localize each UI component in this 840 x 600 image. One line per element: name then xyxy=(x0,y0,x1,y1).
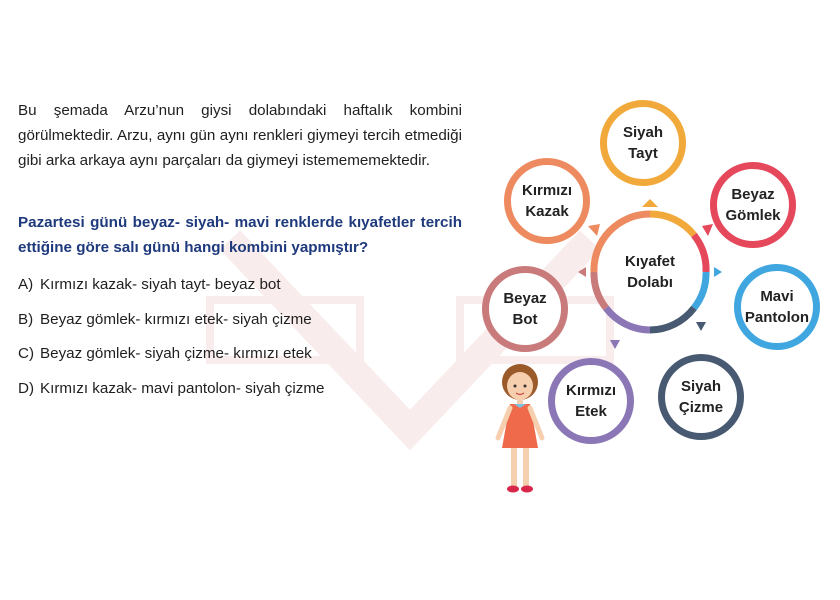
node-beyaz-bot: Beyaz Bot xyxy=(482,266,568,352)
node-siyah-tayt: Siyah Tayt xyxy=(600,100,686,186)
node-siyah-cizme: Siyah Çizme xyxy=(658,354,744,440)
option-text: Beyaz gömlek- siyah çizme- kırmızı etek xyxy=(40,345,312,362)
node-kirmizi-etek: Kırmızı Etek xyxy=(548,358,634,444)
option-letter: A) xyxy=(18,276,34,293)
option-letter: B) xyxy=(18,310,34,328)
question-text: Pazartesi günü beyaz- siyah- mavi renklerde kıyafetler tercih ettiğine göre salı günü hangi kombini yapmıştır? xyxy=(18,214,462,256)
option-text: Kırmızı kazak- mavi pantolon- siyah çizme xyxy=(40,379,325,397)
node-mavi-pantolon: Mavi Pantolon xyxy=(734,264,820,350)
option-d[interactable] xyxy=(18,372,458,407)
option-letter: C) xyxy=(18,345,35,362)
option-b[interactable] xyxy=(18,303,458,338)
option-text: Beyaz gömlek- kırmızı etek- siyah çizme xyxy=(40,310,312,328)
option-letter: D) xyxy=(18,379,35,397)
option-a[interactable] xyxy=(18,268,458,303)
center-label: Kıyafet Dolabı xyxy=(624,253,676,291)
answer-options xyxy=(18,268,458,406)
node-kirmizi-kazak: Kırmızı Kazak xyxy=(504,158,590,244)
node-beyaz-gomlek: Beyaz Gömlek xyxy=(710,162,796,248)
girl-illustration xyxy=(486,362,554,502)
option-c[interactable] xyxy=(18,337,458,372)
option-text: Kırmızı kazak- siyah tayt- beyaz bot xyxy=(40,276,281,293)
intro-paragraph: Bu şemada Arzu’nun giysi dolabındaki haftalık kombini görülmektedir. Arzu, aynı gün aynı renkleri giymeyi tercih etmediği gibi arka arkaya aynı parçaları da giymeyi istemememektedir. xyxy=(18,102,462,169)
